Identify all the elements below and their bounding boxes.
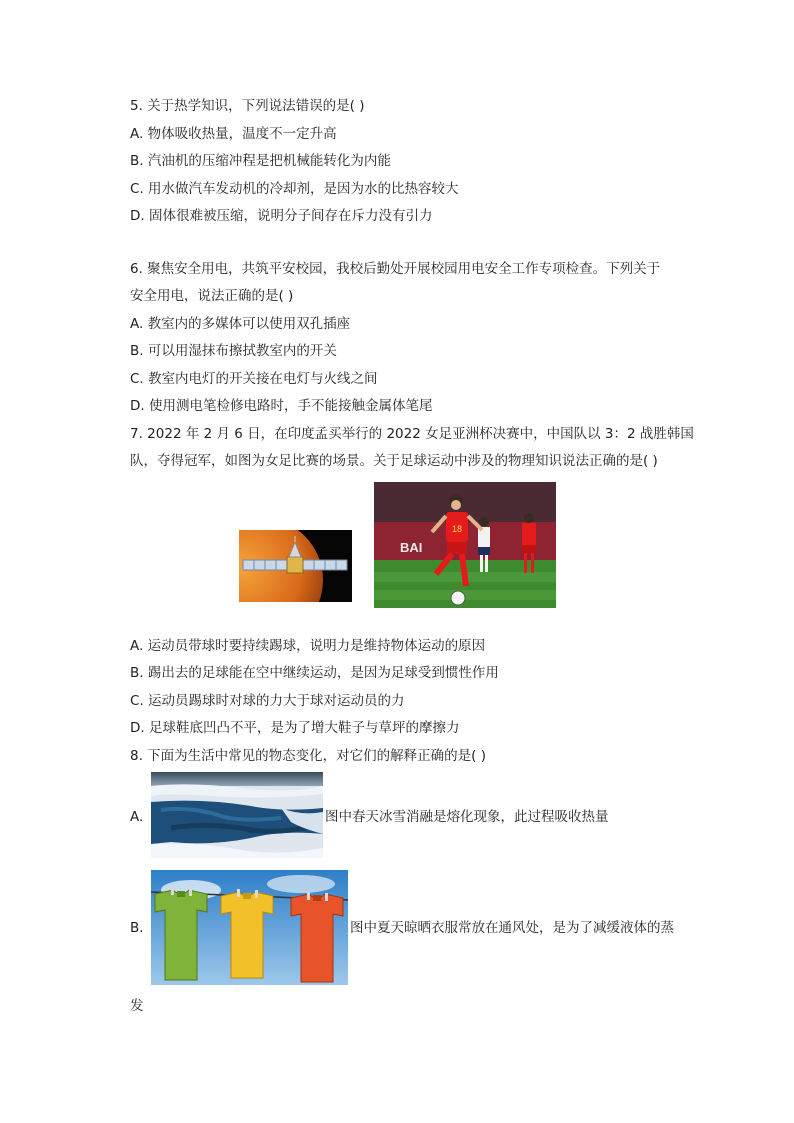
melting-ice-image (151, 772, 323, 858)
q7-stem-line1: 7. 2022 年 2 月 6 日，在印度孟买举行的 2022 女足亚洲杯决赛中，中国队以 3：2 战胜韩国 (130, 426, 694, 442)
q8-option-a-label: A. (130, 809, 144, 825)
football-match-image (374, 482, 556, 608)
q7-option-b: B. 踢出去的足球能在空中继续运动，是因为足球受到惯性作用 (130, 665, 499, 681)
q7-option-a: A. 运动员带球时要持续踢球，说明力是维持物体运动的原因 (130, 638, 486, 654)
q6-option-a: A. 教室内的多媒体可以使用双孔插座 (130, 316, 351, 332)
q7-option-d: D. 足球鞋底凹凸不平，是为了增大鞋子与草坪的摩擦力 (130, 720, 460, 736)
q6-option-b: B. 可以用湿抹布擦拭教室内的开关 (130, 343, 337, 359)
q5-option-b: B. 汽油机的压缩冲程是把机械能转化为内能 (130, 153, 391, 169)
q5-option-a: A. 物体吸收热量，温度不一定升高 (130, 126, 337, 142)
q5-option-d: D. 固体很难被压缩，说明分子间存在斥力没有引力 (130, 208, 433, 224)
q6-option-d: D. 使用测电笔检修电路时，手不能接触金属体笔尾 (130, 398, 433, 414)
q7-option-c: C. 运动员踢球时对球的力大于球对运动员的力 (130, 693, 405, 709)
jersey-number: 18 (452, 524, 463, 534)
q8-option-b-continuation: 发 (130, 998, 144, 1014)
q8-option-b-text: 图中夏天晾晒衣服常放在通风处，是为了减缓液体的蒸 (350, 920, 674, 936)
q6-option-c: C. 教室内电灯的开关接在电灯与火线之间 (130, 371, 378, 387)
ad-board-text: BAI (400, 540, 423, 555)
q8-option-b-label: B. (130, 920, 144, 936)
q6-stem-line1: 6. 聚焦安全用电，共筑平安校园，我校后勤处开展校园用电安全工作专项检查。下列关于 (130, 261, 661, 277)
q5-option-c: C. 用水做汽车发动机的冷却剂，是因为水的比热容较大 (130, 181, 459, 197)
q8-stem: 8. 下面为生活中常见的物态变化，对它们的解释正确的是( ) (130, 748, 486, 764)
satellite-mars-image (239, 530, 352, 602)
q5-stem: 5. 关于热学知识，下列说法错误的是( ) (130, 98, 365, 114)
q7-stem-line2: 队，夺得冠军，如图为女足比赛的场景。关于足球运动中涉及的物理知识说法正确的是( ) (130, 453, 658, 469)
q6-stem-line2: 安全用电，说法正确的是( ) (130, 288, 294, 304)
q8-option-a-text: 图中春天冰雪消融是熔化现象，此过程吸收热量 (325, 809, 609, 825)
drying-clothes-image (151, 870, 348, 985)
